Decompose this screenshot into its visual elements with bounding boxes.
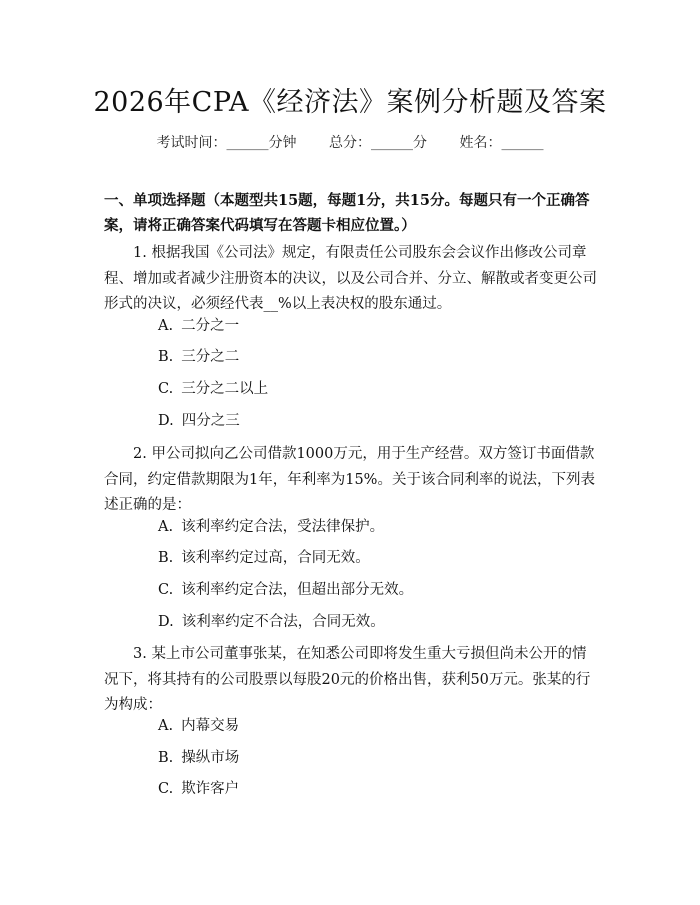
question-2-option-b: [158, 548, 370, 568]
option-text: 该利率约定不合法，合同无效。: [181, 614, 385, 630]
question-2-option-d: [158, 612, 385, 632]
option-letter: A.: [158, 318, 174, 334]
option-letter: C.: [158, 781, 174, 797]
option-letter: A.: [158, 519, 174, 535]
option-letter: C.: [158, 582, 174, 598]
question-2-option-a: [158, 517, 384, 537]
option-text: 该利率约定合法，但超出部分无效。: [181, 582, 414, 598]
option-letter: B.: [158, 349, 174, 365]
option-letter: B.: [158, 750, 174, 766]
question-3-option-a: [158, 716, 239, 736]
section-heading: 一、单项选择题（本题型共15题，每题1分，共15分。每题只有一个正确答案，请将正确答案代码填写在答题卡相应位置。）: [104, 192, 590, 234]
option-text: 三分之二以上: [181, 381, 269, 397]
option-text: 三分之二: [181, 349, 240, 365]
option-text: 欺诈客户: [181, 781, 240, 797]
option-text: 四分之三: [181, 413, 240, 429]
question-text: 甲公司拟向乙公司借款1000万元，用于生产经营。双方签订书面借款合同，约定借款期限为1年，年利率为15%。关于该合同利率的说法，下列表述正确的是：: [104, 446, 595, 513]
question-1: [104, 241, 598, 318]
option-text: 该利率约定合法，受法律保护。: [181, 519, 385, 535]
option-text: 内幕交易: [181, 718, 240, 734]
question-2-option-c: [158, 580, 413, 600]
question-3-option-c: [158, 779, 239, 799]
page-title: 2026年CPA《经济法》案例分析题及答案: [93, 87, 607, 118]
student-name-field: 姓名：______: [459, 135, 544, 151]
question-3-option-b: [158, 748, 239, 768]
question-3: [104, 642, 598, 719]
question-2: [104, 442, 598, 519]
option-text: 二分之一: [181, 318, 240, 334]
option-text: 该利率约定过高，合同无效。: [181, 550, 370, 566]
option-letter: D.: [158, 614, 174, 630]
question-1-option-a: [158, 316, 239, 336]
question-1-option-c: [158, 379, 268, 399]
option-letter: D.: [158, 413, 174, 429]
exam-meta: [0, 132, 700, 152]
exam-time-field: 考试时间：______分钟: [156, 135, 297, 151]
question-text: 根据我国《公司法》规定，有限责任公司股东会会议作出修改公司章程、增加或者减少注册资本的决议，以及公司合并、分立、解散或者变更公司形式的决议，必须经代表__%以上表决权的股东通过。: [104, 245, 597, 312]
question-1-option-b: [158, 347, 239, 367]
total-score-field: 总分：______分: [329, 135, 427, 151]
question-text: 某上市公司董事张某，在知悉公司即将发生重大亏损但尚未公开的情况下，将其持有的公司股票以每股20元的价格出售，获利50万元。张某的行为构成：: [104, 646, 591, 713]
option-letter: B.: [158, 550, 174, 566]
question-number: 1.: [133, 245, 147, 261]
option-letter: C.: [158, 381, 174, 397]
question-1-option-d: [158, 411, 240, 431]
option-text: 操纵市场: [181, 750, 240, 766]
option-letter: A.: [158, 718, 174, 734]
question-number: 3.: [133, 646, 147, 662]
question-number: 2.: [133, 446, 147, 462]
